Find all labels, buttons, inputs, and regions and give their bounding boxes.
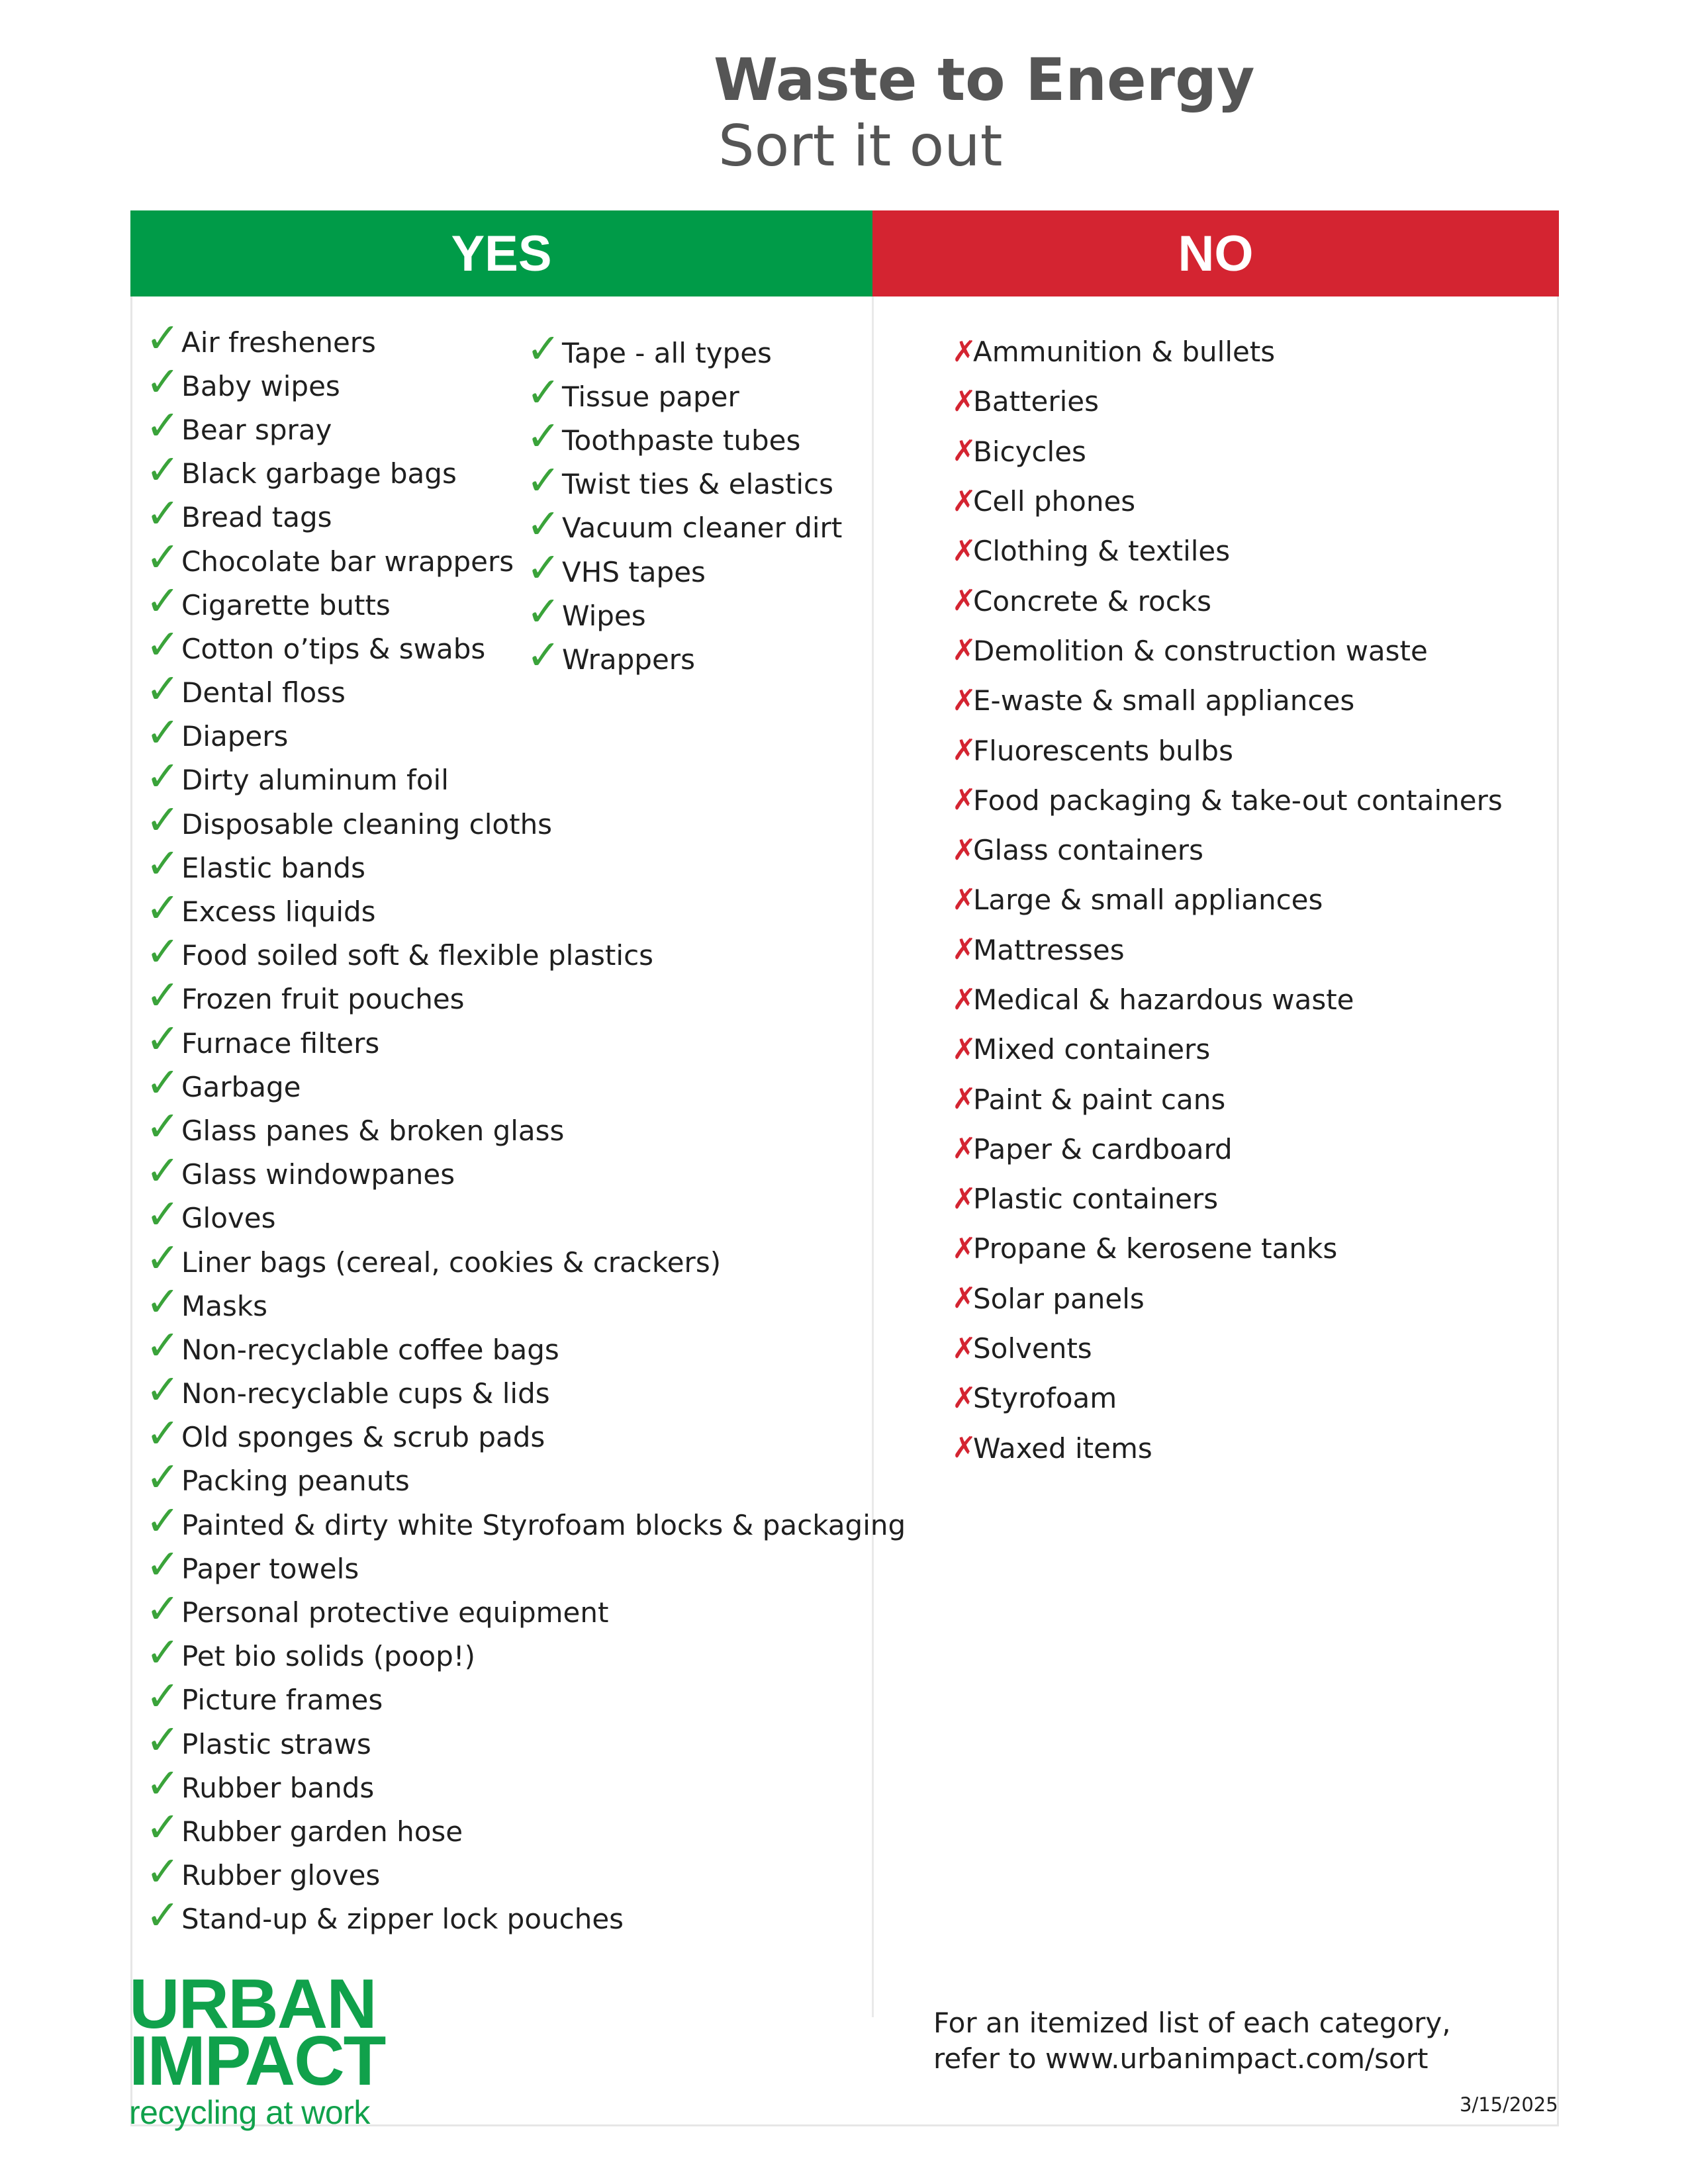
yes-list-item xyxy=(146,927,906,978)
list-item-label: Food soiled soft & flexible plastics xyxy=(181,939,654,972)
no-list-item xyxy=(952,576,1503,625)
cross-icon: ✗ xyxy=(952,1381,976,1415)
list-item-label: Demolition & construction waste xyxy=(973,634,1428,667)
yes-list-item xyxy=(146,1671,906,1722)
list-item-label: Tape - all types xyxy=(562,336,772,369)
no-list-item xyxy=(952,1074,1503,1124)
list-item-label: Excess liquids xyxy=(181,895,376,929)
list-item-label: Personal protective equipment xyxy=(181,1596,609,1629)
footer-note-line-2: refer to www.urbanimpact.com/sort xyxy=(933,2042,1429,2075)
list-item-label: Paint & paint cans xyxy=(973,1083,1226,1116)
checkmark-icon: ✓ xyxy=(146,1496,180,1545)
no-list-item xyxy=(952,1024,1503,1074)
list-item-label: Plastic straws xyxy=(181,1727,371,1760)
checkmark-icon: ✓ xyxy=(146,707,180,756)
checkmark-icon: ✓ xyxy=(146,1890,180,1939)
cross-icon: ✗ xyxy=(952,1181,976,1216)
list-item-label: Chocolate bar wrappers xyxy=(181,545,514,578)
list-item-label: Cell phones xyxy=(973,485,1136,518)
checkmark-icon: ✓ xyxy=(146,1408,180,1457)
list-item-label: Frozen fruit pouches xyxy=(181,983,465,1016)
yes-list-item xyxy=(146,1321,906,1371)
no-list-item xyxy=(952,526,1503,576)
list-item-label: Mattresses xyxy=(973,933,1125,966)
yes-list-item xyxy=(146,970,906,1021)
urban-impact-logo xyxy=(129,1965,394,2131)
no-list-item xyxy=(952,925,1503,975)
footer-note xyxy=(933,2005,1451,2077)
checkmark-icon: ✓ xyxy=(146,1015,180,1064)
yes-list-item xyxy=(526,543,842,594)
yes-list-item xyxy=(526,455,842,506)
yes-list-item xyxy=(146,1452,906,1503)
list-item-label: Packing peanuts xyxy=(181,1465,410,1498)
yes-list-item xyxy=(146,1015,906,1065)
checkmark-icon: ✓ xyxy=(526,368,561,417)
cross-icon: ✗ xyxy=(952,982,976,1017)
checkmark-icon: ✓ xyxy=(146,970,180,1019)
page-title: Waste to Energy xyxy=(714,46,1255,114)
list-item-label: Propane & kerosene tanks xyxy=(973,1232,1338,1265)
no-list-item xyxy=(952,1424,1503,1473)
yes-list-item xyxy=(146,1715,906,1766)
checkmark-icon: ✓ xyxy=(146,357,180,406)
list-item-label: Clothing & textiles xyxy=(973,535,1231,568)
cross-icon: ✗ xyxy=(952,533,976,568)
list-item-label: Large & small appliances xyxy=(973,884,1323,917)
list-item-label: Picture frames xyxy=(181,1684,383,1717)
list-item-label: Paper towels xyxy=(181,1552,359,1585)
checkmark-icon: ✓ xyxy=(146,488,180,537)
logo-line-2: IMPACT xyxy=(129,2022,385,2100)
list-item-label: Ammunition & bullets xyxy=(973,336,1276,369)
list-item-label: Dirty aluminum foil xyxy=(181,764,449,797)
checkmark-icon: ✓ xyxy=(526,324,561,373)
checkmark-icon: ✓ xyxy=(146,1803,180,1852)
list-item-label: Garbage xyxy=(181,1070,301,1103)
checkmark-icon: ✓ xyxy=(146,1102,180,1151)
checkmark-icon: ✓ xyxy=(146,839,180,888)
checkmark-icon: ✓ xyxy=(526,412,561,461)
cross-icon: ✗ xyxy=(952,484,976,518)
yes-list-item xyxy=(146,707,906,758)
yes-list-item xyxy=(146,1803,906,1853)
yes-list-item xyxy=(146,1627,906,1678)
list-item-label: Paper & cardboard xyxy=(973,1132,1233,1165)
list-item-label: Glass windowpanes xyxy=(181,1158,455,1191)
yes-list-item xyxy=(146,883,906,933)
cross-icon: ✗ xyxy=(952,434,976,469)
list-item-label: Wrappers xyxy=(562,643,695,676)
no-list-item xyxy=(952,676,1503,725)
no-list-item xyxy=(952,776,1503,825)
list-item-label: Wipes xyxy=(562,599,646,632)
no-list-item xyxy=(952,725,1503,775)
list-item-label: Solvents xyxy=(973,1332,1092,1365)
list-item-label: Non-recyclable coffee bags xyxy=(181,1333,559,1366)
checkmark-icon: ✓ xyxy=(146,1234,180,1283)
yes-list-item xyxy=(526,412,842,462)
list-item-label: Liner bags (cereal, cookies & crackers) xyxy=(181,1246,722,1279)
cross-icon: ✗ xyxy=(952,733,976,768)
list-item-label: Non-recyclable cups & lids xyxy=(181,1377,550,1410)
yes-list-item xyxy=(146,1146,906,1197)
list-item-label: Fluorescents bulbs xyxy=(973,734,1233,767)
cross-icon: ✗ xyxy=(952,1082,976,1116)
no-column-header: NO xyxy=(872,210,1559,296)
yes-list-item xyxy=(146,1890,906,1941)
list-item-label: Elastic bands xyxy=(181,851,365,884)
list-item-label: Pet bio solids (poop!) xyxy=(181,1640,475,1673)
yes-list-item xyxy=(146,796,906,846)
list-item-label: Waxed items xyxy=(973,1432,1152,1465)
revision-date: 3/15/2025 xyxy=(1460,2093,1558,2116)
list-item-label: Concrete & rocks xyxy=(973,584,1212,617)
list-item-label: Rubber bands xyxy=(181,1771,375,1804)
cross-icon: ✗ xyxy=(952,1281,976,1316)
no-list xyxy=(952,327,1503,1473)
list-item-label: Diapers xyxy=(181,720,289,753)
checkmark-icon: ✓ xyxy=(146,1540,180,1589)
list-item-label: Bread tags xyxy=(181,501,332,534)
list-item-label: Toothpaste tubes xyxy=(562,424,801,457)
list-item-label: E-waste & small appliances xyxy=(973,684,1355,717)
list-item-label: Cotton o’tips & swabs xyxy=(181,632,486,665)
yes-list-item xyxy=(526,324,842,375)
checkmark-icon: ✓ xyxy=(526,455,561,504)
checkmark-icon: ✓ xyxy=(146,796,180,844)
no-list-item xyxy=(952,626,1503,676)
list-item-label: Twist ties & elastics xyxy=(562,468,833,501)
cross-icon: ✗ xyxy=(952,584,976,618)
checkmark-icon: ✓ xyxy=(146,1627,180,1676)
no-list-item xyxy=(952,327,1503,377)
yes-list-item xyxy=(146,751,906,802)
checkmark-icon: ✓ xyxy=(526,631,561,680)
logo-line-1: URBAN xyxy=(129,1965,376,2043)
list-item-label: Bicycles xyxy=(973,435,1086,468)
list-item-label: Gloves xyxy=(181,1202,276,1235)
list-item-label: VHS tapes xyxy=(562,555,706,588)
cross-icon: ✗ xyxy=(952,1431,976,1465)
list-item-label: Glass containers xyxy=(973,834,1203,867)
checkmark-icon: ✓ xyxy=(146,533,180,582)
no-list-item xyxy=(952,1373,1503,1423)
checkmark-icon: ✓ xyxy=(146,883,180,932)
no-list-item xyxy=(952,427,1503,477)
checkmark-icon: ✓ xyxy=(146,1759,180,1808)
checkmark-icon: ✓ xyxy=(146,927,180,976)
yes-list-item xyxy=(146,1189,906,1240)
list-item-label: Styrofoam xyxy=(973,1382,1117,1415)
checkmark-icon: ✓ xyxy=(146,1146,180,1195)
no-list-item xyxy=(952,975,1503,1024)
no-list-item xyxy=(952,1174,1503,1224)
cross-icon: ✗ xyxy=(952,1331,976,1365)
logo-tagline: recycling at work xyxy=(129,2094,370,2131)
yes-list-item xyxy=(146,1102,906,1152)
checkmark-icon: ✓ xyxy=(526,587,561,636)
checkmark-icon: ✓ xyxy=(526,543,561,592)
cross-icon: ✗ xyxy=(952,683,976,717)
list-item-label: Air fresheners xyxy=(181,326,376,359)
no-list-item xyxy=(952,477,1503,526)
checkmark-icon: ✓ xyxy=(146,1715,180,1764)
no-list-item xyxy=(952,825,1503,875)
checkmark-icon: ✓ xyxy=(146,1277,180,1326)
cross-icon: ✗ xyxy=(952,1132,976,1166)
yes-list-item xyxy=(146,1234,906,1284)
list-item-label: Stand-up & zipper lock pouches xyxy=(181,1903,624,1936)
list-item-label: Painted & dirty white Styrofoam blocks & packaging xyxy=(181,1508,906,1541)
list-item-label: Vacuum cleaner dirt xyxy=(562,512,843,545)
cross-icon: ✗ xyxy=(952,833,976,867)
checkmark-icon: ✓ xyxy=(146,1058,180,1107)
yes-list-item xyxy=(146,1759,906,1809)
checkmark-icon: ✓ xyxy=(146,751,180,800)
checkmark-icon: ✓ xyxy=(146,620,180,669)
no-list-item xyxy=(952,1124,1503,1174)
yes-list-item xyxy=(146,839,906,889)
no-list-item xyxy=(952,1224,1503,1273)
list-item-label: Food packaging & take-out containers xyxy=(973,784,1503,817)
checkmark-icon: ✓ xyxy=(146,576,180,625)
list-item-label: Dental floss xyxy=(181,676,346,709)
yes-list-item xyxy=(526,499,843,550)
yes-list-item xyxy=(526,631,842,681)
checkmark-icon: ✓ xyxy=(146,1846,180,1895)
list-item-label: Baby wipes xyxy=(181,369,340,402)
no-list-item xyxy=(952,377,1503,426)
page-subtitle: Sort it out xyxy=(718,113,1003,179)
checkmark-icon: ✓ xyxy=(146,1452,180,1501)
yes-list-item xyxy=(146,1846,906,1897)
yes-list-item xyxy=(526,368,842,418)
cross-icon: ✗ xyxy=(952,384,976,418)
list-item-label: Batteries xyxy=(973,385,1099,418)
yes-list-item xyxy=(146,1365,906,1416)
checkmark-icon: ✓ xyxy=(146,1671,180,1720)
list-item-label: Glass panes & broken glass xyxy=(181,1114,565,1147)
checkmark-icon: ✓ xyxy=(146,314,180,363)
cross-icon: ✗ xyxy=(952,882,976,917)
footer-note-line-1: For an itemized list of each category, xyxy=(933,2007,1451,2039)
yes-list-item xyxy=(146,1058,906,1109)
list-item-label: Plastic containers xyxy=(973,1183,1219,1216)
list-item-label: Medical & hazardous waste xyxy=(973,983,1354,1016)
cross-icon: ✗ xyxy=(952,1231,976,1265)
list-item-label: Rubber gloves xyxy=(181,1859,381,1892)
checkmark-icon: ✓ xyxy=(146,664,180,713)
cross-icon: ✗ xyxy=(952,334,976,369)
list-item-label: Black garbage bags xyxy=(181,457,457,490)
cross-icon: ✗ xyxy=(952,1032,976,1066)
list-item-label: Solar panels xyxy=(973,1282,1145,1315)
yes-list-column-2 xyxy=(526,324,843,682)
yes-list-item xyxy=(146,1408,906,1459)
yes-list-item xyxy=(146,1277,906,1328)
cross-icon: ✗ xyxy=(952,633,976,668)
list-item-label: Masks xyxy=(181,1289,268,1322)
checkmark-icon: ✓ xyxy=(146,1321,180,1370)
list-item-label: Bear spray xyxy=(181,413,332,446)
cross-icon: ✗ xyxy=(952,783,976,817)
cross-icon: ✗ xyxy=(952,933,976,967)
list-item-label: Mixed containers xyxy=(973,1033,1211,1066)
yes-column-header: YES xyxy=(130,210,872,296)
no-list-item xyxy=(952,1274,1503,1324)
no-list-item xyxy=(952,875,1503,925)
checkmark-icon: ✓ xyxy=(146,1365,180,1414)
yes-list-item xyxy=(146,1540,906,1590)
list-item-label: Furnace filters xyxy=(181,1026,380,1060)
list-item-label: Disposable cleaning cloths xyxy=(181,807,553,841)
checkmark-icon: ✓ xyxy=(146,1189,180,1238)
yes-list-item xyxy=(146,1496,906,1547)
no-list-item xyxy=(952,1324,1503,1373)
list-item-label: Old sponges & scrub pads xyxy=(181,1421,545,1454)
checkmark-icon: ✓ xyxy=(526,499,561,548)
yes-list-item xyxy=(146,1584,906,1634)
list-item-label: Tissue paper xyxy=(562,380,739,413)
yes-list-item xyxy=(526,587,842,637)
checkmark-icon: ✓ xyxy=(146,445,180,494)
checkmark-icon: ✓ xyxy=(146,1584,180,1633)
list-item-label: Cigarette butts xyxy=(181,588,391,621)
checkmark-icon: ✓ xyxy=(146,401,180,450)
list-item-label: Rubber garden hose xyxy=(181,1815,463,1848)
